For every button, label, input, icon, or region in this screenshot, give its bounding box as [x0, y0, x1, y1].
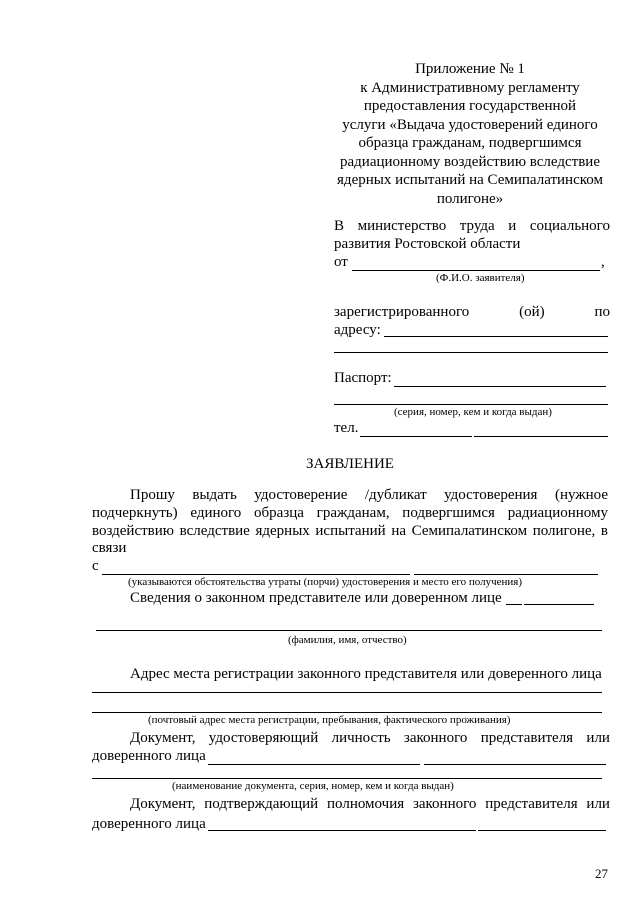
- c-label: с: [92, 558, 99, 574]
- rep-info-label: Сведения о законном представителе или доверенном лице: [130, 590, 502, 606]
- circumstances-field-1[interactable]: [102, 574, 410, 575]
- passport-label: Паспорт:: [334, 370, 392, 386]
- passport-field[interactable]: [394, 386, 606, 387]
- id-doc-caption: (наименование документа, серия, номер, кем и когда выдан): [172, 780, 454, 792]
- appendix-line: ядерных испытаний на Семипалатинском: [337, 172, 603, 188]
- passport-caption: (серия, номер, кем и когда выдан): [394, 406, 552, 418]
- from-label: от: [334, 254, 348, 270]
- circumstances-field-2[interactable]: [414, 574, 598, 575]
- appendix-line: к Административному регламенту: [360, 79, 580, 96]
- authority-doc-line-2: доверенного лица: [92, 816, 206, 832]
- from-comma: ,: [601, 254, 605, 270]
- rep-info-field-2[interactable]: [524, 604, 594, 605]
- page-number: 27: [595, 866, 608, 881]
- address-field[interactable]: [384, 336, 608, 337]
- phone-field-2[interactable]: [474, 436, 608, 437]
- request-paragraph: Прошу выдать удостоверение /дубликат удостоверения (нужное подчеркнуть) единого образца гражданам, подвергшимся радиационному воздействию вследствие ядерных испытаний на Семипалатинском полигоне, в: [92, 487, 608, 539]
- appendix-line: Приложение № 1: [415, 61, 525, 77]
- id-doc-line-2: доверенного лица: [92, 748, 206, 764]
- appendix-line: радиационному воздействию вследствие: [340, 153, 600, 170]
- fio-caption: (Ф.И.О. заявителя): [436, 272, 525, 284]
- addressee-line-2: развития Ростовской области: [334, 236, 521, 252]
- id-doc-field-1[interactable]: [208, 764, 420, 765]
- rep-fio-caption: (фамилия, имя, отчество): [288, 634, 407, 646]
- rep-fio-field[interactable]: [96, 630, 602, 631]
- phone-field-1[interactable]: [360, 436, 472, 437]
- appendix-line: предоставления государственной: [363, 98, 577, 114]
- phone-label: тел.: [334, 420, 359, 436]
- appendix-line: полигоне»: [436, 190, 504, 207]
- appendix-header: [330, 60, 610, 208]
- circumstances-caption: (указываются обстоятельства утраты (порчи) удостоверения и место его получения): [128, 576, 523, 588]
- authority-doc-line-1: Документ, подтверждающий полномочия законного представителя или: [130, 796, 610, 812]
- document-title: ЗАЯВЛЕНИЕ: [306, 456, 394, 472]
- applicant-name-field[interactable]: [352, 270, 600, 271]
- rep-address-field-1[interactable]: [92, 692, 602, 693]
- rep-address-field-2[interactable]: [92, 712, 602, 713]
- authority-doc-field-1[interactable]: [208, 830, 476, 831]
- passport-field-2[interactable]: [334, 404, 608, 405]
- postal-caption: (почтовый адрес места регистрации, пребывания, фактического проживания): [148, 714, 511, 726]
- id-doc-field-2[interactable]: [424, 764, 606, 765]
- address-label: адресу:: [334, 322, 381, 338]
- appendix-line: образца гражданам, подвергшимся: [358, 135, 582, 151]
- address-field-2[interactable]: [334, 352, 608, 353]
- rep-info-field-1[interactable]: [506, 604, 522, 605]
- authority-doc-field-2[interactable]: [478, 830, 606, 831]
- id-doc-line-1: Документ, удостоверяющий личность законного представителя или: [130, 730, 610, 746]
- appendix-line: услуги «Выдача удостоверений единого: [342, 116, 598, 133]
- request-paragraph-end: связи: [92, 540, 127, 556]
- registered-line: зарегистрированного (ой) по: [334, 304, 610, 320]
- rep-address-label: Адрес места регистрации законного представителя или доверенного лица: [130, 666, 602, 682]
- addressee-line-1: В министерство труда и социального: [334, 218, 610, 234]
- id-doc-field-3[interactable]: [92, 778, 602, 779]
